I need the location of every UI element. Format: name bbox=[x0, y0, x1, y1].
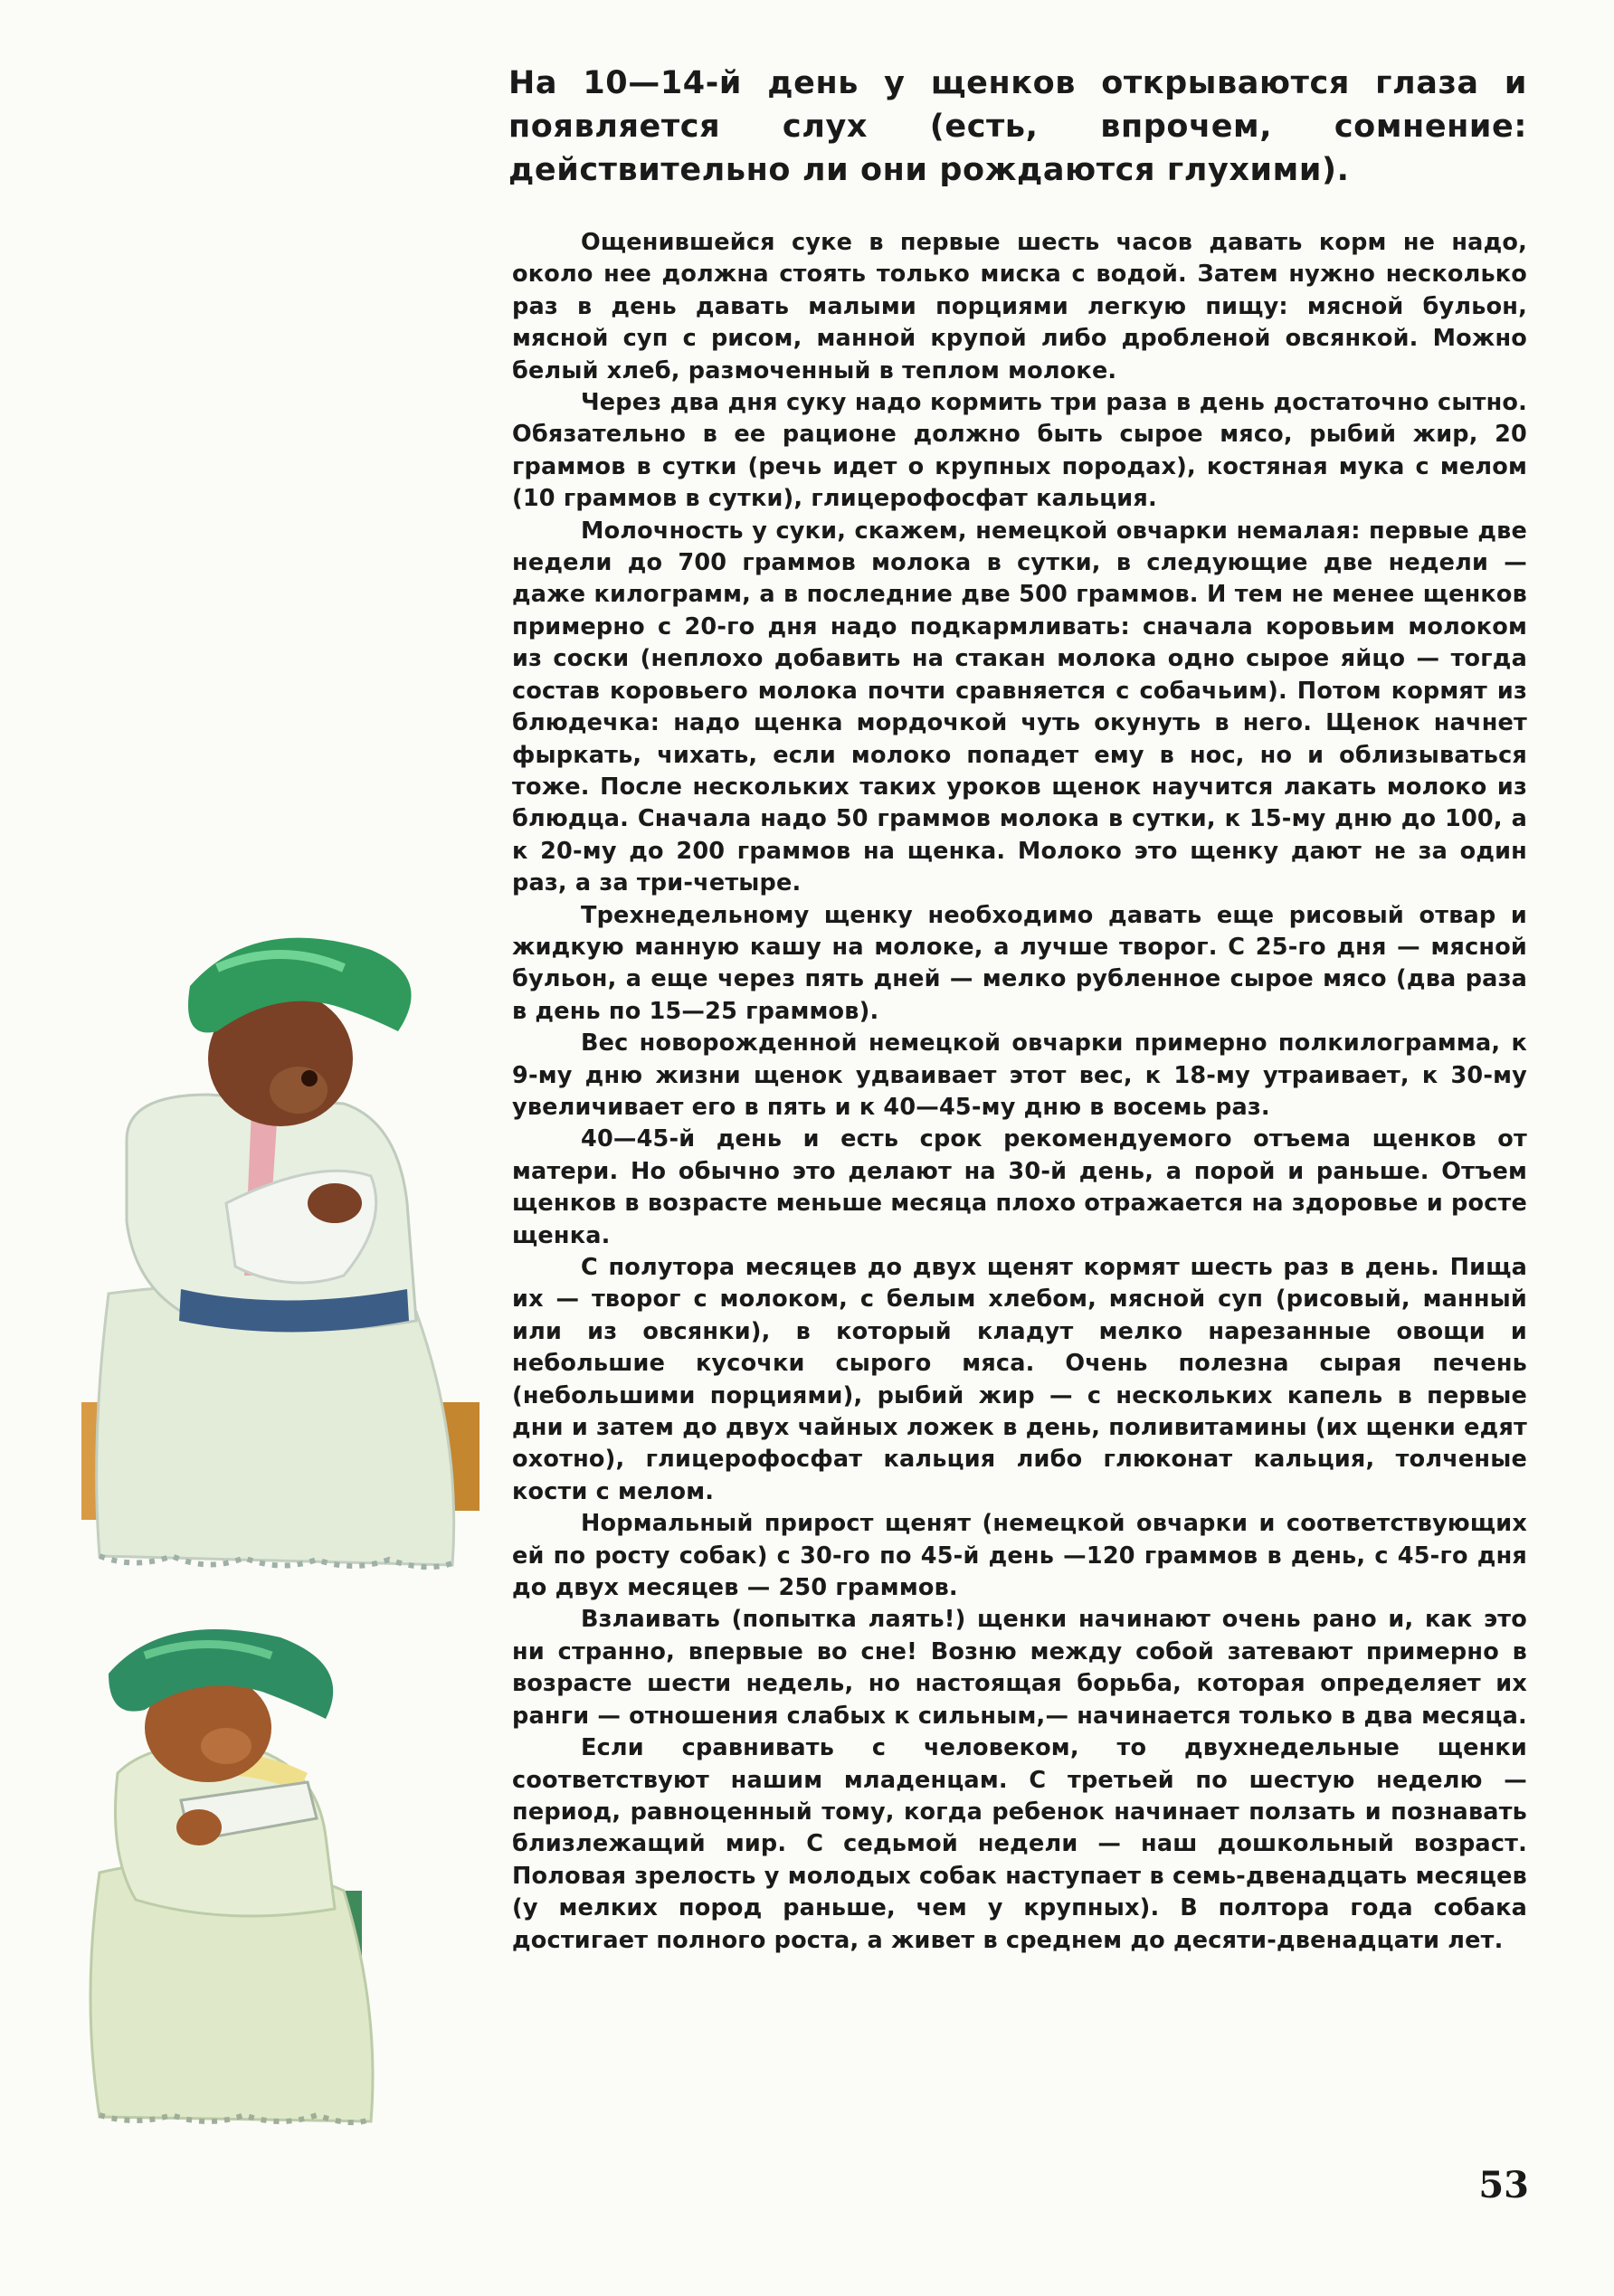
bear-nose bbox=[301, 1070, 318, 1086]
paragraph: С полутора месяцев до двух щенят кормят шесть раз в день. Пища их — творог с молоком, с белым хлебом, мясной суп (рисовый, манный или из овсянки), в который кладут мелко нарезанные овощи и небольшие кусочки сырого мяса. Очень полезна сырая печень (небольшими порциями), рыбий жир — с нескольких капель в первые дни и затем до двух чайных ложек в день, поливитамины (их щенки едят охотно), глицерофосфат кальция либо глюконат кальция, толченые кости с мелом. bbox=[512, 1254, 1527, 1505]
bear-in-bonnet-holding-cloth-icon bbox=[72, 932, 507, 1601]
paragraph: Вес новорожденной немецкой овчарки примерно полкилограмма, к 9-му дню жизни щенок удваивает этот вес, к 18-му утраивает, к 30-му увеличивает его в пять и к 40—45-му дню в восемь раз. bbox=[512, 1029, 1527, 1121]
paragraph: Если сравнивать с человеком, то двухнедельные щенки соответствуют нашим младенцам. С третьей по шестую неделю — период, равноценный тому, когда ребенок начинает ползать и познавать близлежащий мир. С седьмой недели — наш дошкольный возраст. Половая зрелость у молодых собак наступает в семь-двенадцать месяцев (у мелких пород раньше, чем у крупных). В полтора года собака достигает полного роста, а живет в среднем до десяти-двенадцати лет. bbox=[512, 1734, 1527, 1954]
bear-paw bbox=[176, 1809, 222, 1845]
paragraph: Взлаивать (попытка лаять!) щенки начинают очень рано и, как это ни странно, впервые во сне! Возню между собой затевают примерно в возрасте шести недель, но настоящая борьба, которая определяет их ранги — отношения слабых к сильным,— начинается только в два месяца. bbox=[512, 1606, 1527, 1730]
paragraph: Молочность у суки, скажем, немецкой овчарки немалая: первые две недели до 700 граммов молока в сутки, в следующие две недели — даже килограмм, а в последние две 500 граммов. И тем не менее щенков примерно с 20-го дня надо подкармливать: сначала коровьим молоком из соски (неплохо добавить на стакан молока одно сырое яйцо — тогда состав коровьего молока почти сравняется с собачьим). Потом кормят из блюдечка: надо щенка мордочкой чуть окунуть в него. Щенок начнет фыркать, чихать, если молоко попадет ему в нос, но и облизываться тоже. После нескольких таких уроков щенок научится лакать молоко из блюдца. Сначала надо 50 граммов молока в сутки, к 15-му дню до 100, а к 20-му до 200 граммов на щенка. Молоко это щенку дают не за один раз, а за три-четыре. bbox=[512, 517, 1527, 897]
paragraph: Трехнедельному щенку необходимо давать еще рисовый отвар и жидкую манную кашу на молоке, а лучше творог. С 25-го дня — мясной бульон, а еще через пять дней — мелко рубленное сырое мясо (два раза в день по 15—25 граммов). bbox=[512, 901, 1527, 1025]
paragraph: Нормальный прирост щенят (немецкой овчарки и соответствующих ей по росту собак) с 30-го по 45-й день —120 граммов в день, с 45-го дня до двух месяцев — 250 граммов. bbox=[512, 1510, 1527, 1602]
page-number: 53 bbox=[1478, 2164, 1529, 2206]
lead-paragraph: На 10—14-й день у щенков открываются глаза и появляется слух (есть, впрочем, сомнение: действительно ли они рождаются глухими). bbox=[508, 65, 1527, 188]
bear-muzzle bbox=[270, 1067, 328, 1114]
bear-paw bbox=[308, 1183, 362, 1223]
article-body bbox=[512, 227, 1527, 1957]
paragraph: 40—45-й день и есть срок рекомендуемого отъема щенков от матери. Но обычно это делают на 30-й день, а порой и раньше. Отъем щенков в возрасте меньше месяца плохо отражается на здоровье и росте щенка. bbox=[512, 1125, 1527, 1249]
bear-in-bonnet-reading-book-icon bbox=[81, 1619, 398, 2135]
paragraph: Ощенившейся суке в первые шесть часов давать корм не надо, около нее должна стоять только миска с водой. Затем нужно несколько раз в день давать малыми порциями легкую пищу: мясной бульон, мясной суп с рисом, манной крупой либо дробленой овсянкой. Можно белый хлеб, размоченный в теплом молоке. bbox=[512, 229, 1527, 384]
bear-muzzle bbox=[201, 1728, 252, 1764]
paragraph: Через два дня суку надо кормить три раза в день достаточно сытно. Обязательно в ее рационе должно быть сырое мясо, рыбий жир, 20 граммов в сутки (речь идет о крупных породах), костяная мука с мелом (10 граммов в сутки), глицерофосфат кальция. bbox=[512, 389, 1527, 513]
